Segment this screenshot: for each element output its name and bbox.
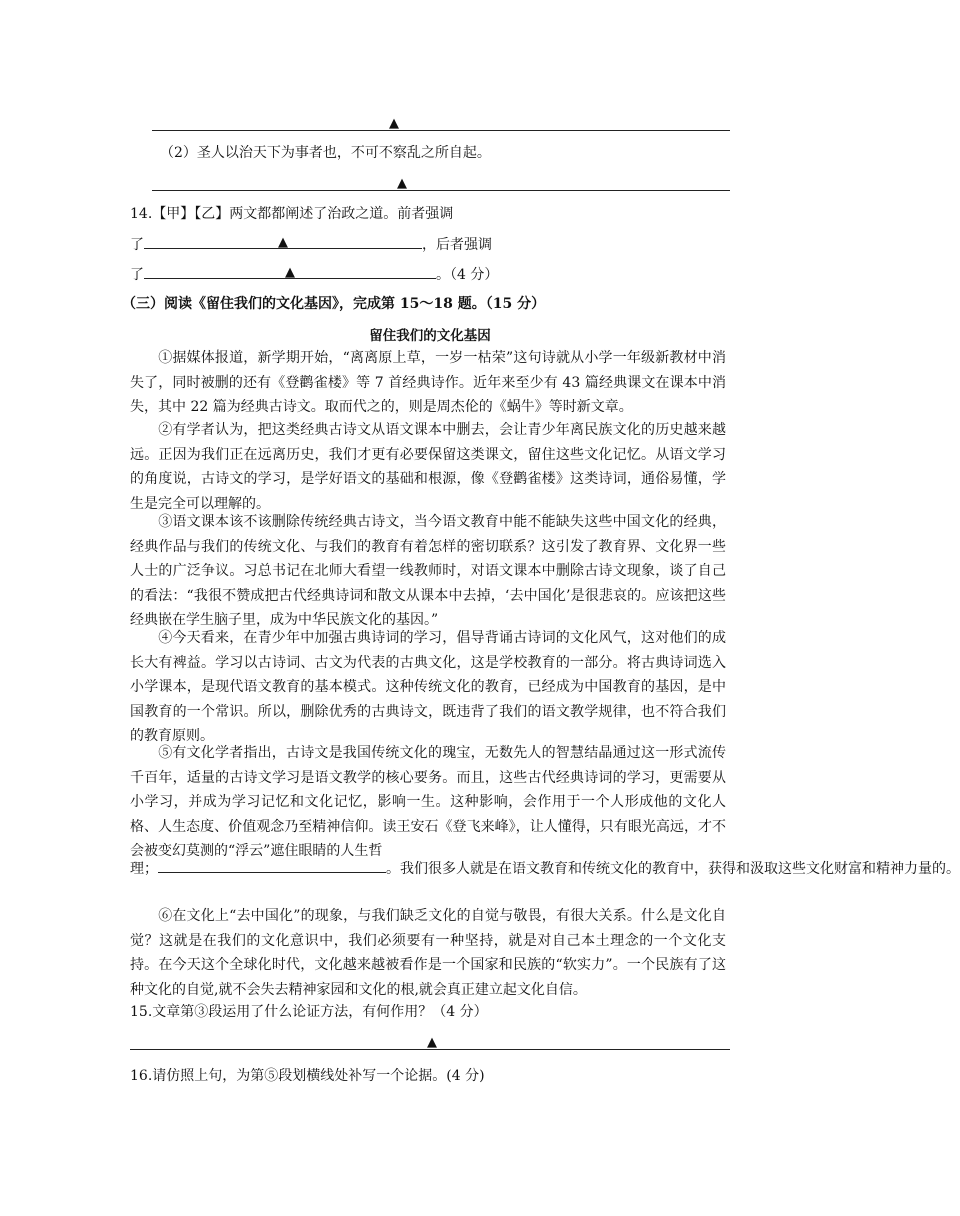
question-14-line1: 14.【甲】【乙】两文都都阐述了治政之道。前者强调 [130, 206, 454, 222]
section-3-title: （三）阅读《留住我们的文化基因》，完成第 15～18 题。（15 分） [122, 296, 546, 312]
question-14-line2 [130, 234, 492, 255]
question-13-2: （2）圣人以治天下为事者也，不可不察乱之所自起。 [160, 145, 491, 161]
article-title: 留住我们的文化基因 [369, 328, 491, 344]
answer-line[interactable] [130, 1049, 730, 1050]
paragraph-6: ⑥在文化上“去中国化”的现象，与我们缺乏文化的自觉与敬畏，有很大关系。什么是文化自觉？这就是在我们的文化意识中，我们必须要有一种坚持，就是对自己本土理念的一个文化支持。在今天这个全球化时代，文化越来越被看作是一个国家和民族的“软实力”。一个民族有了这种文化的自觉,就不会失去精神家园和文化的根,就会真正建立起文化自信。 [130, 908, 726, 998]
paragraph-5: ⑤有文化学者指出，古诗文是我国传统文化的瑰宝，无数先人的智慧结晶通过这一形式流传千百年，适量的古诗文学习是语文教学的核心要务。而且，这些古代经典诗词的学习，更需要从小学习，并成为学习记忆和文化记忆，影响一生。这种影响，会作用于一个人形成他的文化人格、人生态度、价值观念乃至精神信仰。读王安石《登飞来峰》，让人懂得，只有眼光高远，才不会被变幻莫测的“浮云”遮住眼睛的人生哲 [130, 745, 726, 860]
question-14-line3 [130, 264, 498, 285]
answer-marker-icon: ▲ [427, 1035, 437, 1050]
question-16: 16.请仿照上句，为第⑤段划横线处补写一个论据。(4 分) [130, 1068, 485, 1084]
answer-blank[interactable] [144, 234, 422, 249]
answer-marker-icon: ▲ [397, 176, 407, 191]
answer-marker-icon: ▲ [389, 116, 399, 131]
q14-suffix: ，后者强调 [422, 237, 492, 253]
answer-marker-icon: ▲ [278, 235, 288, 250]
paragraph-3: ③语文课本该不该删除传统经典古诗文，当今语文教育中能不能缺失这些中国文化的经典，经典作品与我们的传统文化、与我们的教育有着怎样的密切联系？这引发了教育界、文化界一些人士的广泛争议。习总书记在北师大看望一线教师时，对语文课本中删除古诗文现象，谈了自己的看法：“我很不赞成把古代经典诗词和散文从课本中去掉，‘去中国化’是很悲哀的。应该把这些经典嵌在学生脑子里，成为中华民族文化的基因。” [130, 514, 726, 629]
paragraph-4: ④今天看来，在青少年中加强古典诗词的学习，倡导背诵古诗词的文化风气，这对他们的成长大有裨益。学习以古诗词、古文为代表的古典文化，这是学校教育的一部分。将古典诗词选入小学课本，是现代语文教育的基本模式。这种传统文化的教育，已经成为中国教育的基因，是中国教育的一个常识。所以，删除优秀的古典诗文，既违背了我们的语文教学规律，也不符合我们的教育原则。 [130, 630, 726, 745]
q14-prefix: 了 [130, 237, 144, 253]
paragraph-5-continuation: 理； 。我们很多人就是在语文教育和传统文化的教育中，获得和汲取这些文化财富和精神力量的。 [130, 858, 960, 879]
answer-line[interactable] [152, 130, 730, 131]
q14-prefix: 了 [130, 267, 144, 283]
answer-line[interactable] [152, 190, 730, 191]
answer-marker-icon: ▲ [285, 265, 295, 280]
question-15: 15.文章第③段运用了什么论证方法，有何作用？（4 分） [130, 1004, 488, 1020]
q14-suffix: 。（4 分） [436, 267, 499, 283]
answer-blank[interactable] [158, 858, 386, 873]
paragraph-1: ①据媒体报道，新学期开始，“离离原上草，一岁一枯荣”这句诗就从小学一年级新教材中消失了，同时被删的还有《登鹳雀楼》等 7 首经典诗作。近年来至少有 43 篇经典课文在课本中消失，其中 22 篇为经典古诗文。取而代之的，则是周杰伦的《蜗牛》等时新文章。 [130, 350, 726, 416]
answer-blank[interactable] [144, 264, 436, 279]
paragraph-2: ②有学者认为，把这类经典古诗文从语文课本中删去，会让青少年离民族文化的历史越来越远。正因为我们正在远离历史，我们才更有必要保留这类课文，留住这些文化记忆。从语文学习的角度说，古诗文的学习，是学好语文的基础和根源，像《登鹳雀楼》这类诗词，通俗易懂，学生是完全可以理解的。 [130, 422, 726, 512]
